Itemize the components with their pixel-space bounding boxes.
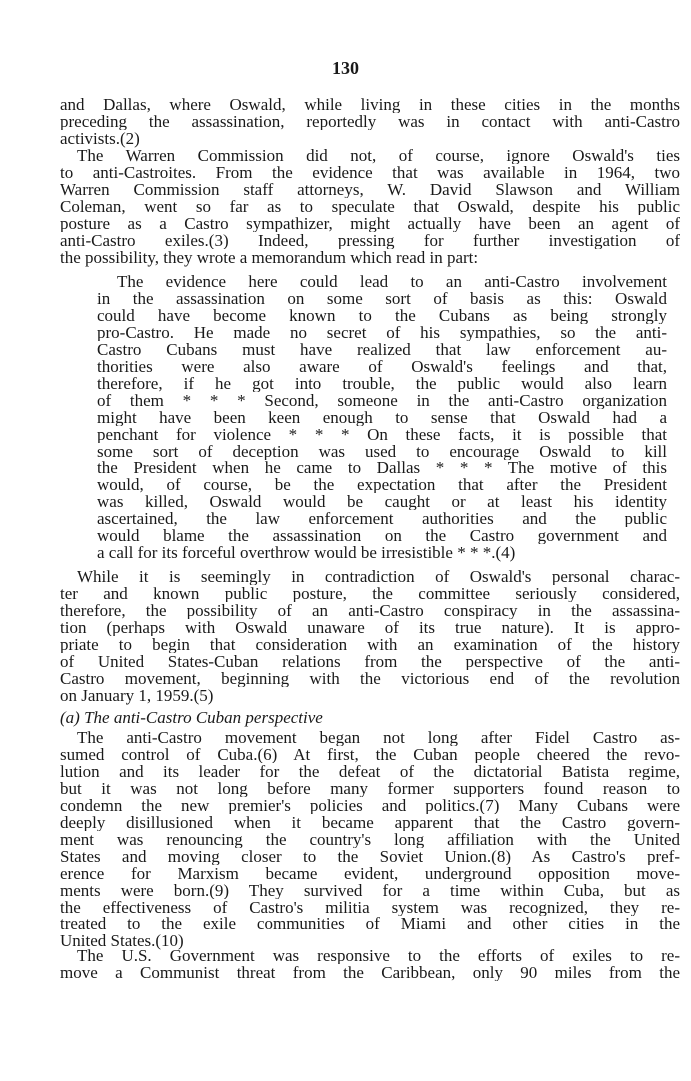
text-line: (a) The anti-Castro Cuban perspective bbox=[60, 708, 323, 727]
text-line: anti-Castro exiles.(3) Indeed, pressing for further investigation of bbox=[60, 231, 680, 249]
text-line: ascertained, the law enforcement authorities and the public bbox=[97, 510, 667, 528]
text-line: treated to the exile communities of Miami and other cities in the bbox=[60, 915, 680, 933]
text-line: Castro Cubans must have realized that law enforcement au- bbox=[97, 340, 667, 358]
text-line: posture as a Castro sympathizer, might actually have been an agent of bbox=[60, 214, 680, 232]
text-line: would, of course, be the expectation that after the President bbox=[97, 476, 667, 494]
text-line: ments were born.(9) They survived for a time within Cuba, but as bbox=[60, 881, 680, 899]
text-line: The evidence here could lead to an anti-Castro involvement bbox=[117, 273, 667, 290]
text-line: The anti-Castro movement began not long after Fidel Castro as- bbox=[77, 729, 680, 746]
text-line: the possibility, they wrote a memorandum which read in part: bbox=[60, 247, 479, 267]
text-line: therefore, if he got into trouble, the public would also learn bbox=[97, 374, 667, 392]
text-line: States and moving closer to the Soviet Union.(8) As Castro's pref- bbox=[60, 847, 680, 865]
text-line: pro-Castro. He made no secret of his sympathies, so the anti- bbox=[97, 323, 667, 341]
text-line: to anti-Castroites. From the evidence that was available in 1964, two bbox=[60, 163, 680, 181]
text-line: move a Communist threat from the Caribbean, only 90 miles from the bbox=[60, 963, 680, 981]
text-line: lution and its leader for the defeat of the dictatorial Batista regime, bbox=[60, 762, 680, 780]
text-line: a call for its forceful overthrow would be irresistible * * *.(4) bbox=[97, 543, 516, 563]
text-line: but it was not long before many former supporters found reason to bbox=[60, 779, 680, 797]
text-line: Coleman, went so far as to speculate that Oswald, despite his public bbox=[60, 197, 680, 215]
text-line: erence for Marxism became evident, underground opposition move- bbox=[60, 864, 680, 882]
text-line: sumed control of Cuba.(6) At first, the Cuban people cheered the revo- bbox=[60, 745, 680, 763]
page-number: 130 bbox=[332, 58, 359, 78]
text-line: would blame the assassination on the Castro government and bbox=[97, 527, 667, 545]
text-line: The U.S. Government was responsive to the efforts of exiles to re- bbox=[77, 947, 680, 964]
text-line: and Dallas, where Oswald, while living in these cities in the months bbox=[60, 96, 680, 113]
text-line: might have been keen enough to sense that Oswald had a bbox=[97, 408, 667, 426]
text-line: the President when he came to Dallas * * * The motive of this bbox=[97, 459, 667, 477]
text-line: deeply disillusioned when it became apparent that the Castro govern- bbox=[60, 813, 680, 831]
text-line: on January 1, 1959.(5) bbox=[60, 685, 214, 705]
text-line: The Warren Commission did not, of course, ignore Oswald's ties bbox=[77, 147, 680, 164]
text-line: could have become known to the Cubans as being strongly bbox=[97, 306, 667, 324]
text-line: in the assassination on some sort of basis as this: Oswald bbox=[97, 289, 667, 307]
text-line: While it is seemingly in contradiction of Oswald's personal charac- bbox=[77, 568, 680, 585]
text-line: Warren Commission staff attorneys, W. David Slawson and William bbox=[60, 180, 680, 198]
text-line: some sort of deception was used to encourage Oswald to kill bbox=[97, 442, 667, 460]
text-line: penchant for violence * * * On these facts, it is possible that bbox=[97, 425, 667, 443]
text-line: the effectiveness of Castro's militia system was recognized, they re- bbox=[60, 898, 680, 916]
text-line: of them * * * Second, someone in the anti-Castro organization bbox=[97, 391, 667, 409]
text-line: of United States-Cuban relations from the perspective of the anti- bbox=[60, 652, 680, 670]
text-line: ment was renouncing the country's long affiliation with the United bbox=[60, 830, 680, 848]
text-line: priate to begin that consideration with an examination of the history bbox=[60, 635, 680, 653]
text-line: Castro movement, beginning with the victorious end of the revolution bbox=[60, 669, 680, 687]
text-line: thorities were also aware of Oswald's feelings and that, bbox=[97, 357, 667, 375]
text-line: preceding the assassination, reportedly was in contact with anti-Castro bbox=[60, 112, 680, 130]
text-line: United States.(10) bbox=[60, 931, 184, 951]
text-line: ter and known public posture, the committee seriously considered, bbox=[60, 584, 680, 602]
text-line: therefore, the possibility of an anti-Castro conspiracy in the assassina- bbox=[60, 601, 680, 619]
text-line: tion (perhaps with Oswald unaware of its true nature). It is appro- bbox=[60, 618, 680, 636]
text-line: condemn the new premier's policies and politics.(7) Many Cubans were bbox=[60, 796, 680, 814]
text-line: was killed, Oswald would be caught or at least his identity bbox=[97, 493, 667, 511]
text-line: activists.(2) bbox=[60, 128, 140, 148]
